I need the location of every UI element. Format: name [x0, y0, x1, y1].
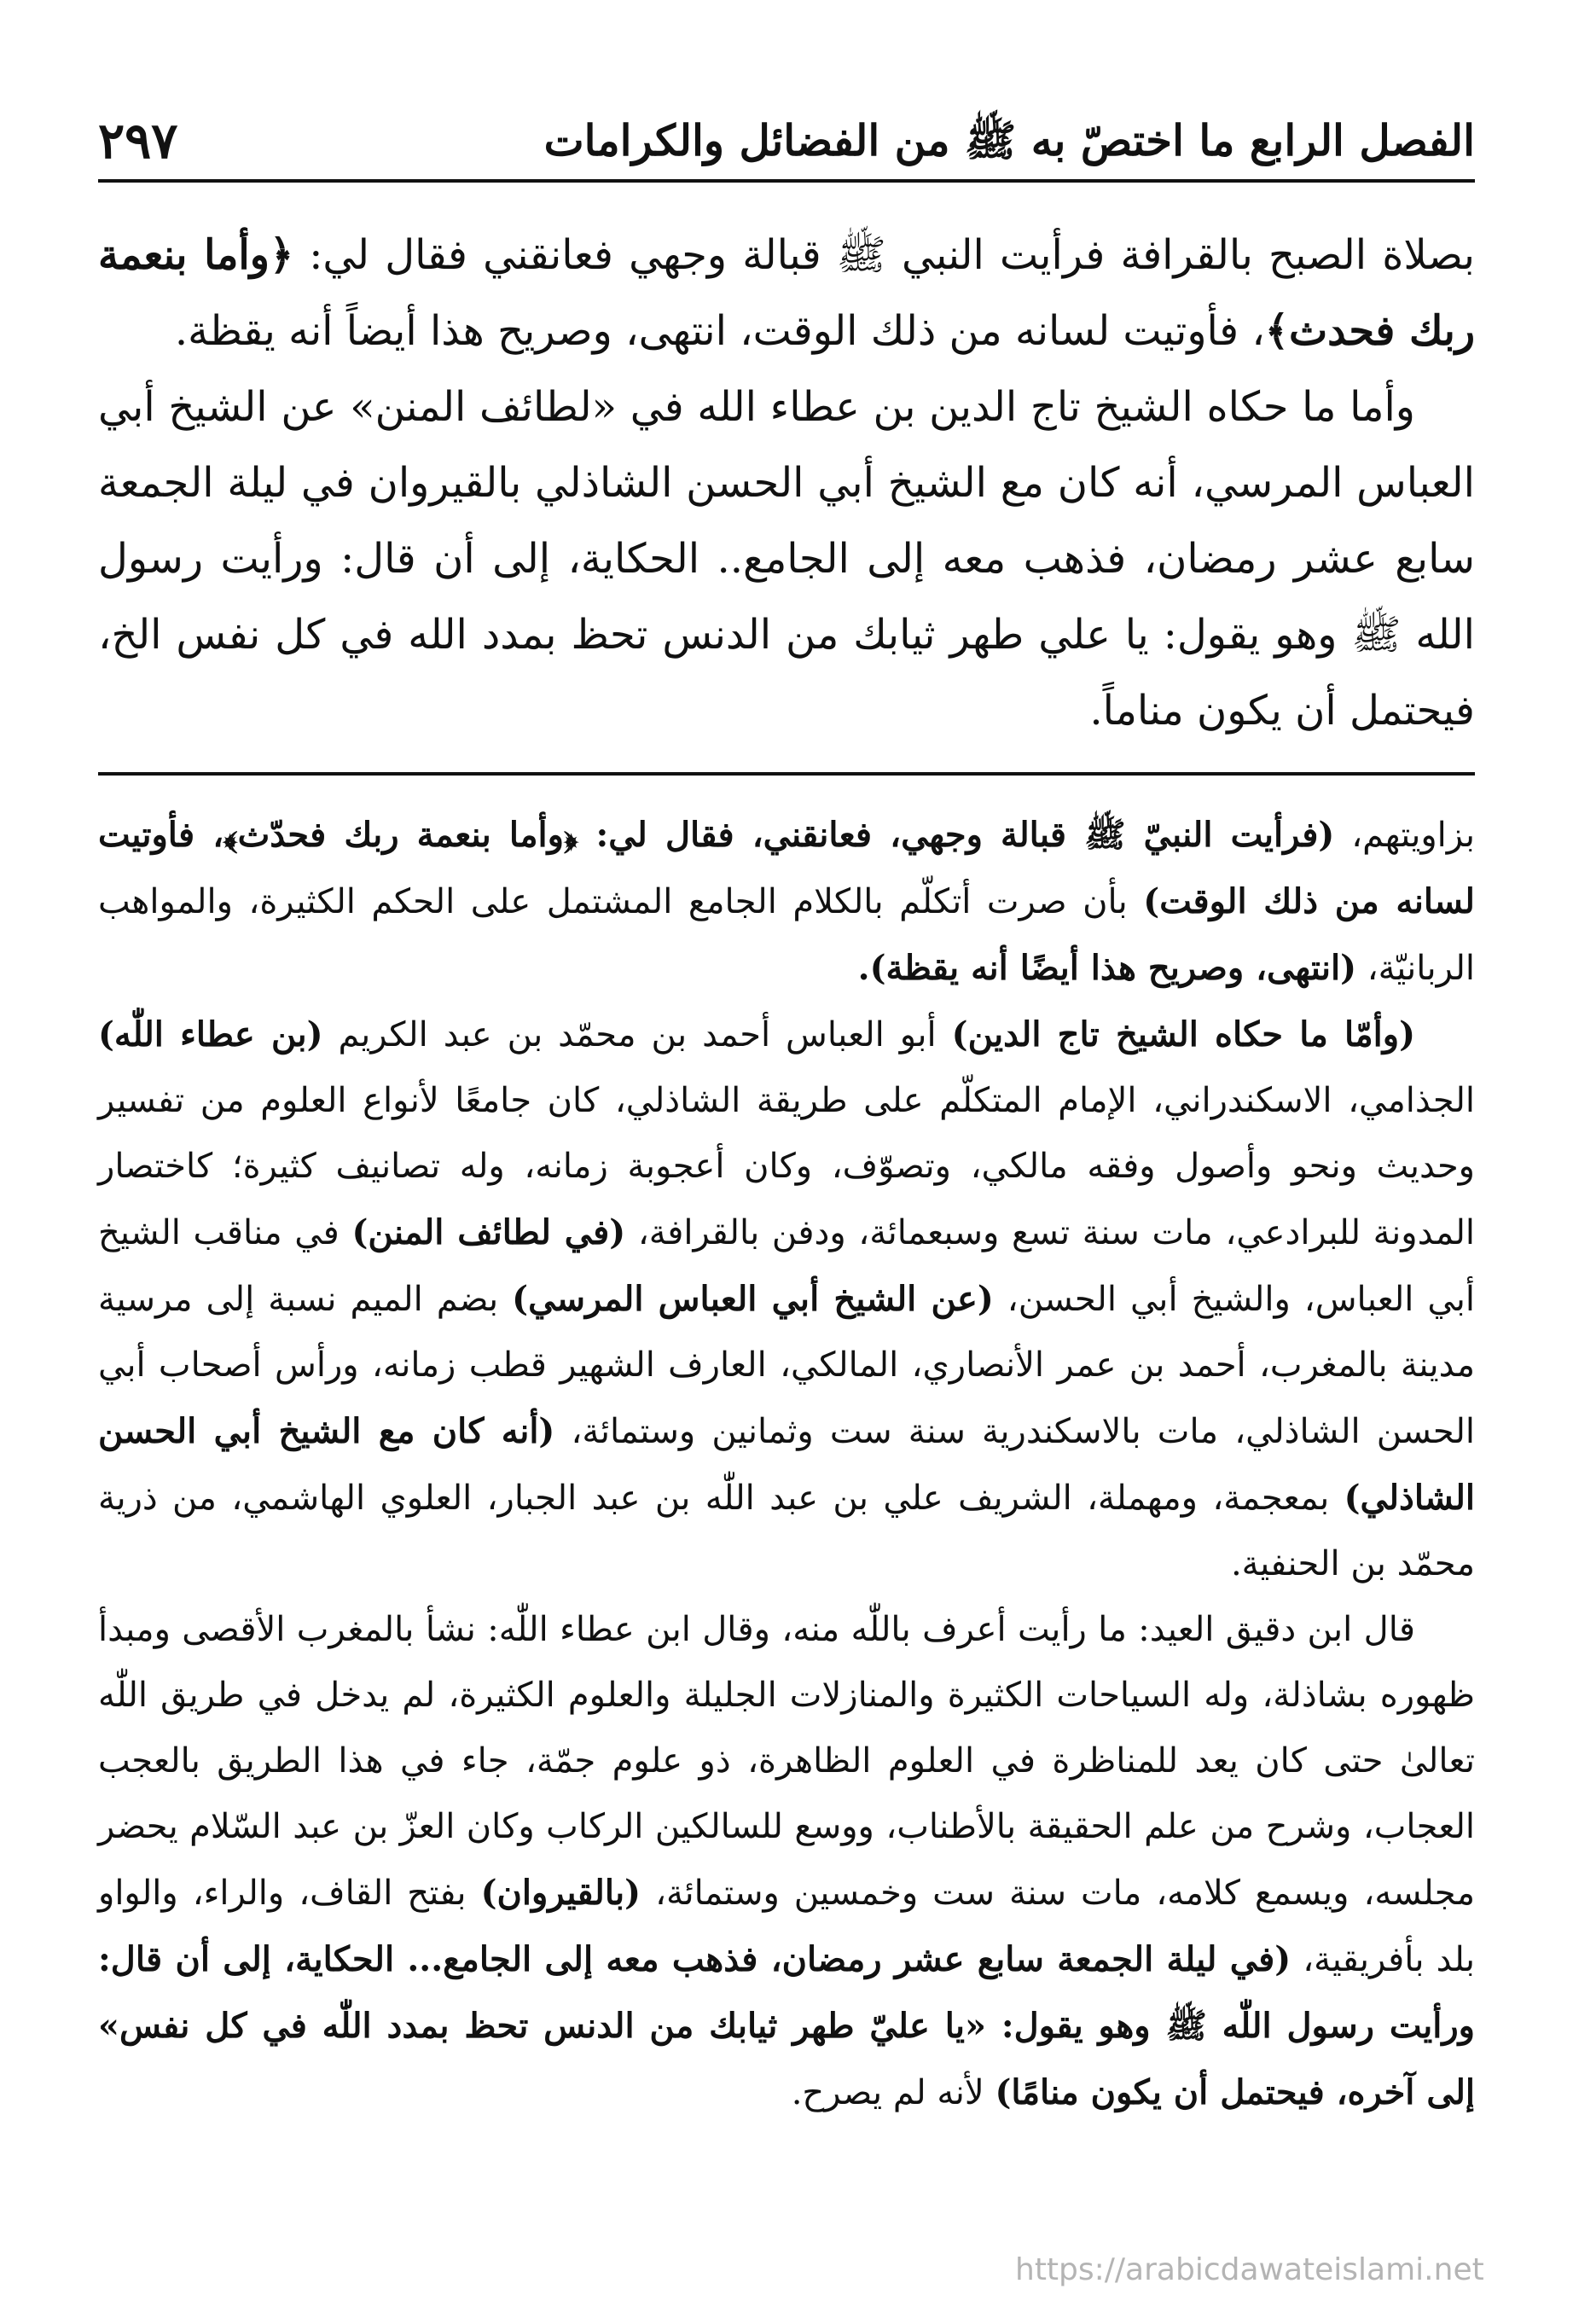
plain-text: أبو العباس أحمد بن محمّد بن عبد الكريم: [322, 1015, 952, 1055]
bold-quoted-text: (أنه كان مع الشيخ أبي الحسن الشاذلي): [98, 1411, 1475, 1518]
commentary-text: [98, 802, 1475, 2126]
plain-text: بأن صرت أتكلّم بالكلام الجامع المشتمل على الحكم الكثيرة، والمواهب الربانيّة،: [98, 882, 1475, 988]
plain-text: لأنه لم يصرح.: [791, 2073, 995, 2112]
plain-text: بضم الميم نسبة إلى مرسية مدينة بالمغرب، أحمد بن عمر الأنصاري، المالكي، العارف الشهير قطب زمانه، ورأس أصحاب أبي الحسن الشاذلي، مات بالاسكندرية سنة ست وثمانين وستمائة،: [98, 1280, 1476, 1451]
commentary-paragraph: [98, 802, 1475, 1002]
bold-quoted-text: (بالقيروان): [480, 1873, 641, 1913]
bold-quoted-text: (في لطائف المنن): [351, 1212, 626, 1252]
running-title: الفصل الرابع ما اختصّ به ﷺ من الفضائل والكرامات: [543, 115, 1475, 166]
plain-text: الجذامي، الاسكندراني، الإمام المتكلّم على طريقة الشاذلي، كان جامعًا لأنواع العلوم من تفسير وحديث ونحو وأصول وفقه مالكي، وتصوّف، وكان أعجوبة زمانه، وله تصانيف كثيرة؛ كاختصار المدونة للبرادعي، مات سنة تسع وسبعمائة، ودفن بالقرافة،: [98, 1081, 1475, 1252]
page-header: [98, 107, 1475, 175]
bold-quoted-text: (وأمّا ما حكاه الشيخ تاج الدين): [951, 1014, 1415, 1055]
plain-text: بفتح القاف، والراء، والواو بلد بأفريقية،: [98, 1874, 1475, 1979]
header-divider: [98, 179, 1475, 183]
bold-quoted-text: (انتهى، وصريح هذا أيضًا أنه يقظة).: [857, 948, 1357, 988]
commentary-divider: [98, 772, 1475, 776]
plain-text: وأما ما حكاه الشيخ تاج الدين بن عطاء الله في «لطائف المنن» عن الشيخ أبي العباس المرسي، أنه كان مع الشيخ أبي الحسن الشاذلي بالقيروان في ليلة الجمعة سابع عشر رمضان، فذهب معه إلى الجامع.. الحكاية، إلى أن قال: ورأيت رسول الله ﷺ وهو يقول: يا علي طهر ثيابك من الدنس تحظ بمدد الله في كل نفس الخ، فيحتمل أن يكون مناماً.: [98, 383, 1475, 735]
plain-text: بصلاة الصبح بالقرافة فرأيت النبي ﷺ قبالة وجهي فعانقني فقال لي:: [293, 231, 1475, 279]
bold-quoted-text: (عن الشيخ أبي العباس المرسي): [512, 1279, 994, 1319]
website-watermark: https://arabicdawateislami.net: [1015, 2252, 1484, 2287]
commentary-paragraph: [98, 1597, 1475, 2126]
main-text: [98, 218, 1475, 749]
main-text-paragraph: [98, 369, 1475, 749]
bold-quoted-text: (في ليلة الجمعة سابع عشر رمضان، فذهب معه إلى الجامع... الحكاية، إلى أن قال: ورأيت رسول اللّٰه ﷺ وهو يقول: «يا عليّ طهر ثيابك من الدنس تحظ بمدد اللّٰه في كل نفس» إلى آخره، فيحتمل أن يكون منامًا): [98, 1939, 1475, 2112]
page-number: ٢٩٧: [98, 112, 178, 170]
plain-text: بمعجمة، ومهملة، الشريف علي بن عبد اللّٰه بن عبد الجبار، العلوي الهاشمي، من ذرية محمّد بن الحنفية.: [98, 1479, 1475, 1583]
plain-text: ، فأوتيت لسانه من ذلك الوقت، انتهى، وصريح هذا أيضاً أنه يقظة.: [174, 307, 1265, 355]
plain-text: قال ابن دقيق العيد: ما رأيت أعرف باللّٰه منه، وقال ابن عطاء اللّٰه: نشأ بالمغرب الأقصى ومبدأ ظهوره بشاذلة، وله السياحات الكثيرة والمنازلات الجليلة والعلوم الكثيرة، لم يدخل في طريق اللّٰه تعالىٰ حتى كان يعد للمناظرة في العلوم الظاهرة، ذو علوم جمّة، جاء في هذا الطريق بالعجب العجاب، وشرح من علم الحقيقة بالأطناب، ووسع للسالكين الركاب وكان العزّ بن عبد السّلام يحضر مجلسه، ويسمع كلامه، مات سنة ست وخمسين وستمائة،: [98, 1610, 1475, 1913]
commentary-paragraph: [98, 1002, 1475, 1597]
plain-text: بزاويتهم،: [1334, 816, 1475, 855]
bold-quoted-text: (فرأيت النبيّ ﷺ قبالة وجهي، فعانقني، فقال لي: ﴿وأما بنعمة ربك فحدّث﴾، فأوتيت لسانه من ذلك الوقت): [98, 815, 1475, 921]
main-text-paragraph: [98, 218, 1475, 369]
bold-quoted-text: ﴿وأما بنعمة ربك فحدث﴾: [98, 231, 1475, 355]
plain-text: في مناقب الشيخ أبي العباس، والشيخ أبي الحسن،: [98, 1213, 1475, 1319]
bold-quoted-text: (بن عطاء اللّٰه): [98, 1014, 323, 1055]
